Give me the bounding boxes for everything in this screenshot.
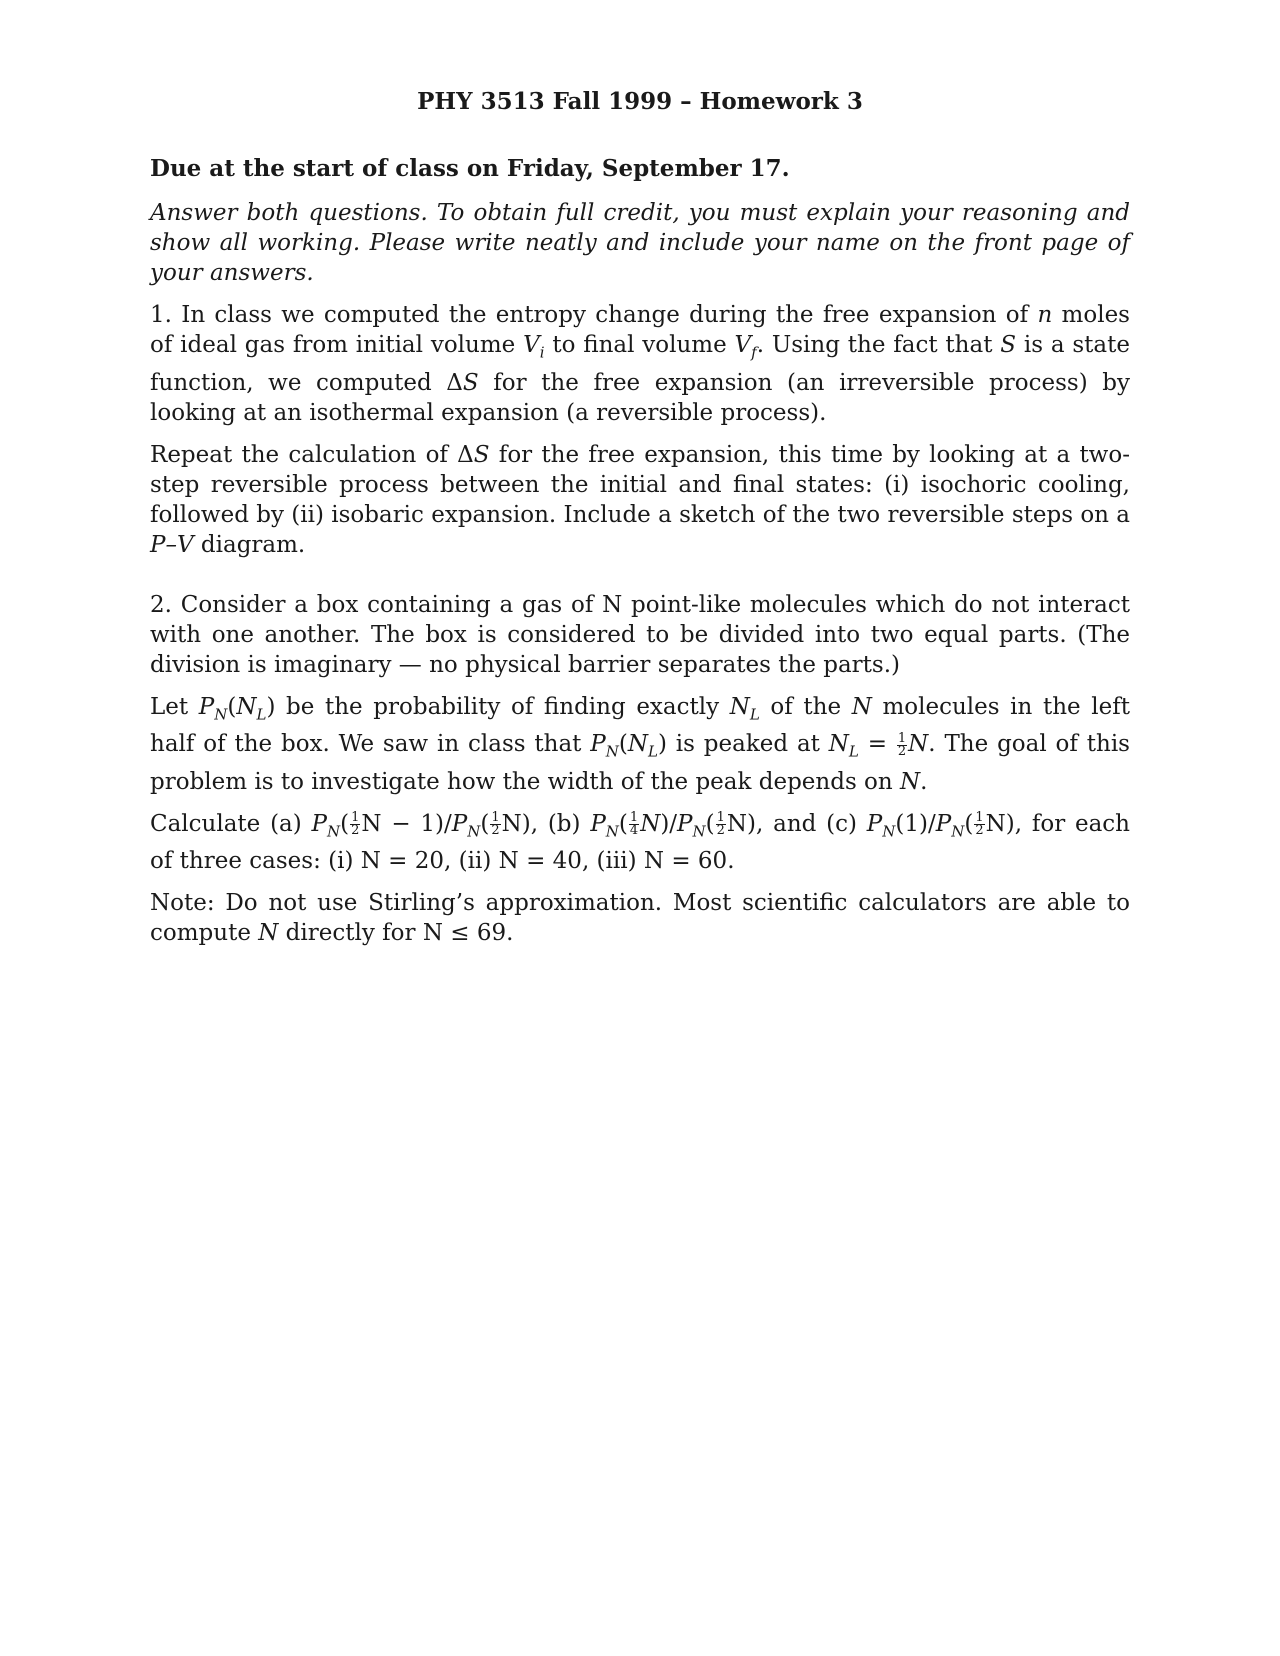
instructions: Answer both questions. To obtain full credit, you must explain your reasoning and show all working. Please write neatly and include your name on the front page of your answers. — [150, 200, 1130, 286]
q2-paragraph-3: Calculate (a) $P_N$( $\frac{1}{2}$ $N - 1)/P_N$( $\frac{1}{2}$ N), (b) $P_N$( $\frac{1}{4}$ $N)/P_N$( $\frac{1}{2}$ N), and (c) $P_N(1)/P_N$( $\frac{1}{2}$ N), for each of three cases: (i) N = 20, (ii) N = 40, (iii) N = 60. — [150, 810, 1131, 875]
page-title: PHY 3513 Fall 1999 – Homework 3 — [417, 88, 863, 115]
q2-note: Note: Do not use Stirling’s approximation. Most scientific calculators are able to compute N directly for N ≤ 69. — [150, 890, 1130, 947]
q2-paragraph-2: Let $P_N(N_L)$ be the probability of finding exactly $N_L$ of the N molecules in the left half of the box. We saw in class that $P_N(N_L)$ is peaked at $N_L$ = $\frac{1}{2}$ N. The goal of this problem is to investigate how the width of the peak depends on N. — [150, 693, 1130, 795]
q1-paragraph-1: 1. In class we computed the entropy change during the free expansion of n moles of ideal gas from initial volume $V_i$ to final volume $V_f$. Using the fact that S is a state function, we computed ΔS for the free expansion (an irreversible process) by looking at an isothermal expansion (a reversible process). — [150, 302, 1130, 426]
q1-paragraph-2: Repeat the calculation of ΔS for the free expansion, this time by looking at a two-step reversible process between the initial and final states: (i) isochoric cooling, followed by (ii) isobaric expansion. Include a sketch of the two reversible steps on a P–V diagram. — [150, 441, 1131, 558]
homework-page — [150, 88, 1130, 960]
due-date: Due at the start of class on Friday, September 17. — [150, 155, 790, 182]
q2-paragraph-1: 2. Consider a box containing a gas of N point-like molecules which do not interact with one another. The box is considered to be divided into two equal parts. (The division is imaginary — no physical barrier separates the parts.) — [150, 591, 1130, 678]
